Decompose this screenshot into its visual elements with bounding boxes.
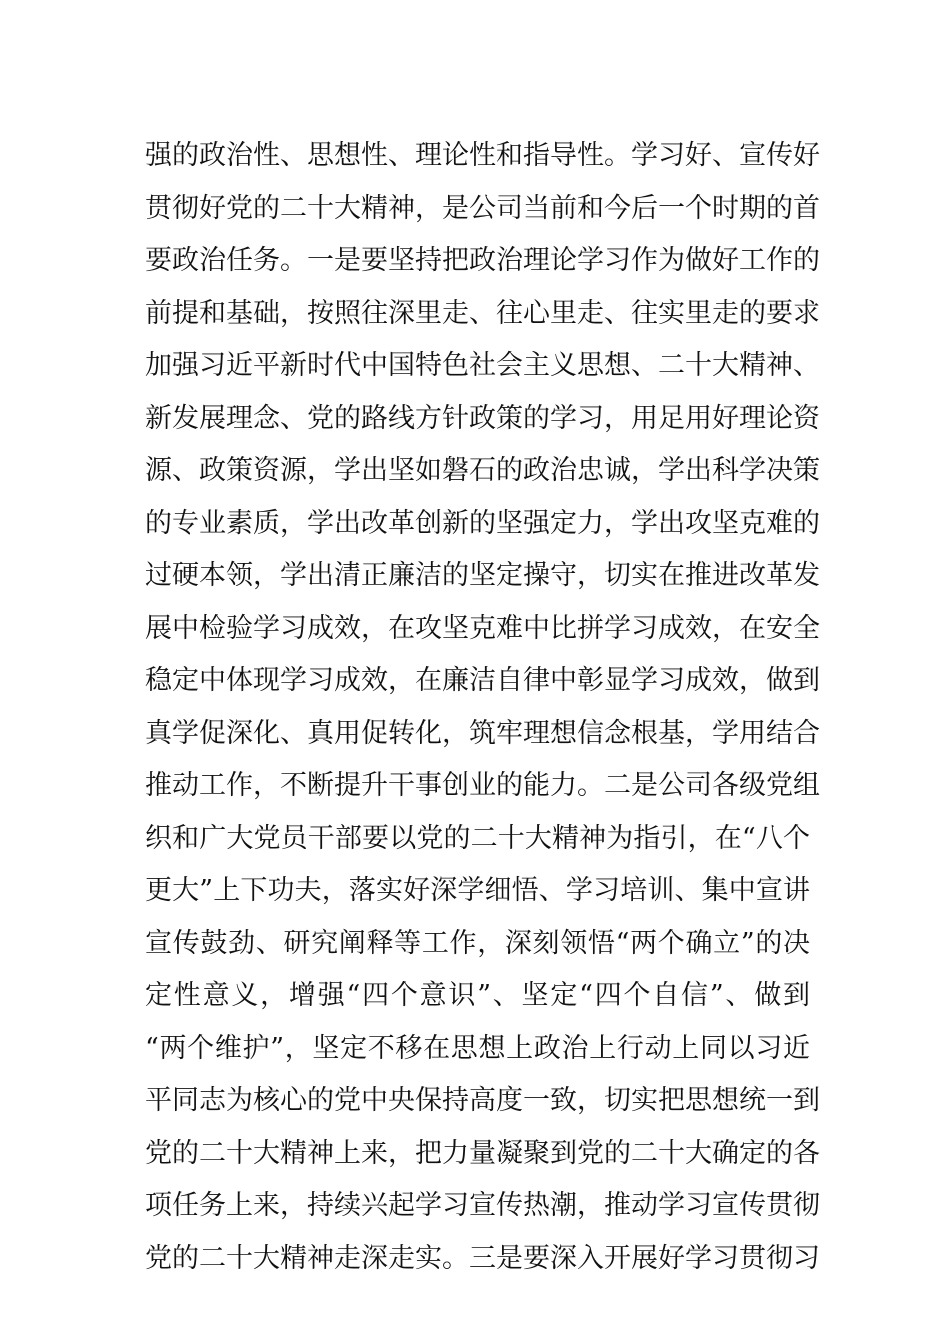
text-line: 强的政治性、思想性、理论性和指导性。学习好、宣传好 bbox=[145, 140, 820, 171]
text-line: 真学促深化、真用促转化，筑牢理想信念根基，学用结合 bbox=[145, 717, 820, 749]
text-line: 更大”上下功夫，落实好深学细悟、学习培训、集中宣讲 bbox=[145, 875, 810, 906]
text-line: 前提和基础，按照往深里走、往心里走、往实里走的要求 bbox=[145, 297, 820, 329]
text-line: “两个维护”，坚定不移在思想上政治上行动上同以习近 bbox=[145, 1032, 810, 1064]
text-line: 加强习近平新时代中国特色社会主义思想、二十大精神、 bbox=[145, 350, 820, 381]
text-line: 贯彻好党的二十大精神，是公司当前和今后一个时期的首 bbox=[145, 192, 820, 224]
text-line: 稳定中体现学习成效，在廉洁自律中彰显学习成效，做到 bbox=[145, 665, 820, 696]
text-line: 织和广大党员干部要以党的二十大精神为指引，在“八个 bbox=[145, 822, 810, 854]
text-line: 宣传鼓劲、研究阐释等工作，深刻领悟“两个确立”的决 bbox=[145, 927, 810, 959]
body-text bbox=[145, 130, 820, 1285]
text-line: 要政治任务。一是要坚持把政治理论学习作为做好工作的 bbox=[145, 245, 820, 276]
text-line: 党的二十大精神走深走实。三是要深入开展好学习贯彻习 bbox=[145, 1242, 820, 1274]
text-line: 定性意义，增强“四个意识”、坚定“四个自信”、做到 bbox=[145, 980, 810, 1011]
text-line: 新发展理念、党的路线方针政策的学习，用足用好理论资 bbox=[145, 402, 820, 434]
text-line: 推动工作，不断提升干事创业的能力。二是公司各级党组 bbox=[145, 770, 820, 801]
text-line: 项任务上来，持续兴起学习宣传热潮，推动学习宣传贯彻 bbox=[145, 1190, 820, 1221]
text-line: 党的二十大精神上来，把力量凝聚到党的二十大确定的各 bbox=[145, 1137, 820, 1169]
text-line: 过硬本领，学出清正廉洁的坚定操守，切实在推进改革发 bbox=[145, 560, 820, 591]
text-line: 源、政策资源，学出坚如磐石的政治忠诚，学出科学决策 bbox=[145, 455, 820, 486]
text-line: 的专业素质，学出改革创新的坚强定力，学出攻坚克难的 bbox=[145, 507, 820, 539]
text-line: 平同志为核心的党中央保持高度一致，切实把思想统一到 bbox=[145, 1085, 820, 1116]
text-line: 展中检验学习成效，在攻坚克难中比拼学习成效，在安全 bbox=[145, 612, 820, 644]
